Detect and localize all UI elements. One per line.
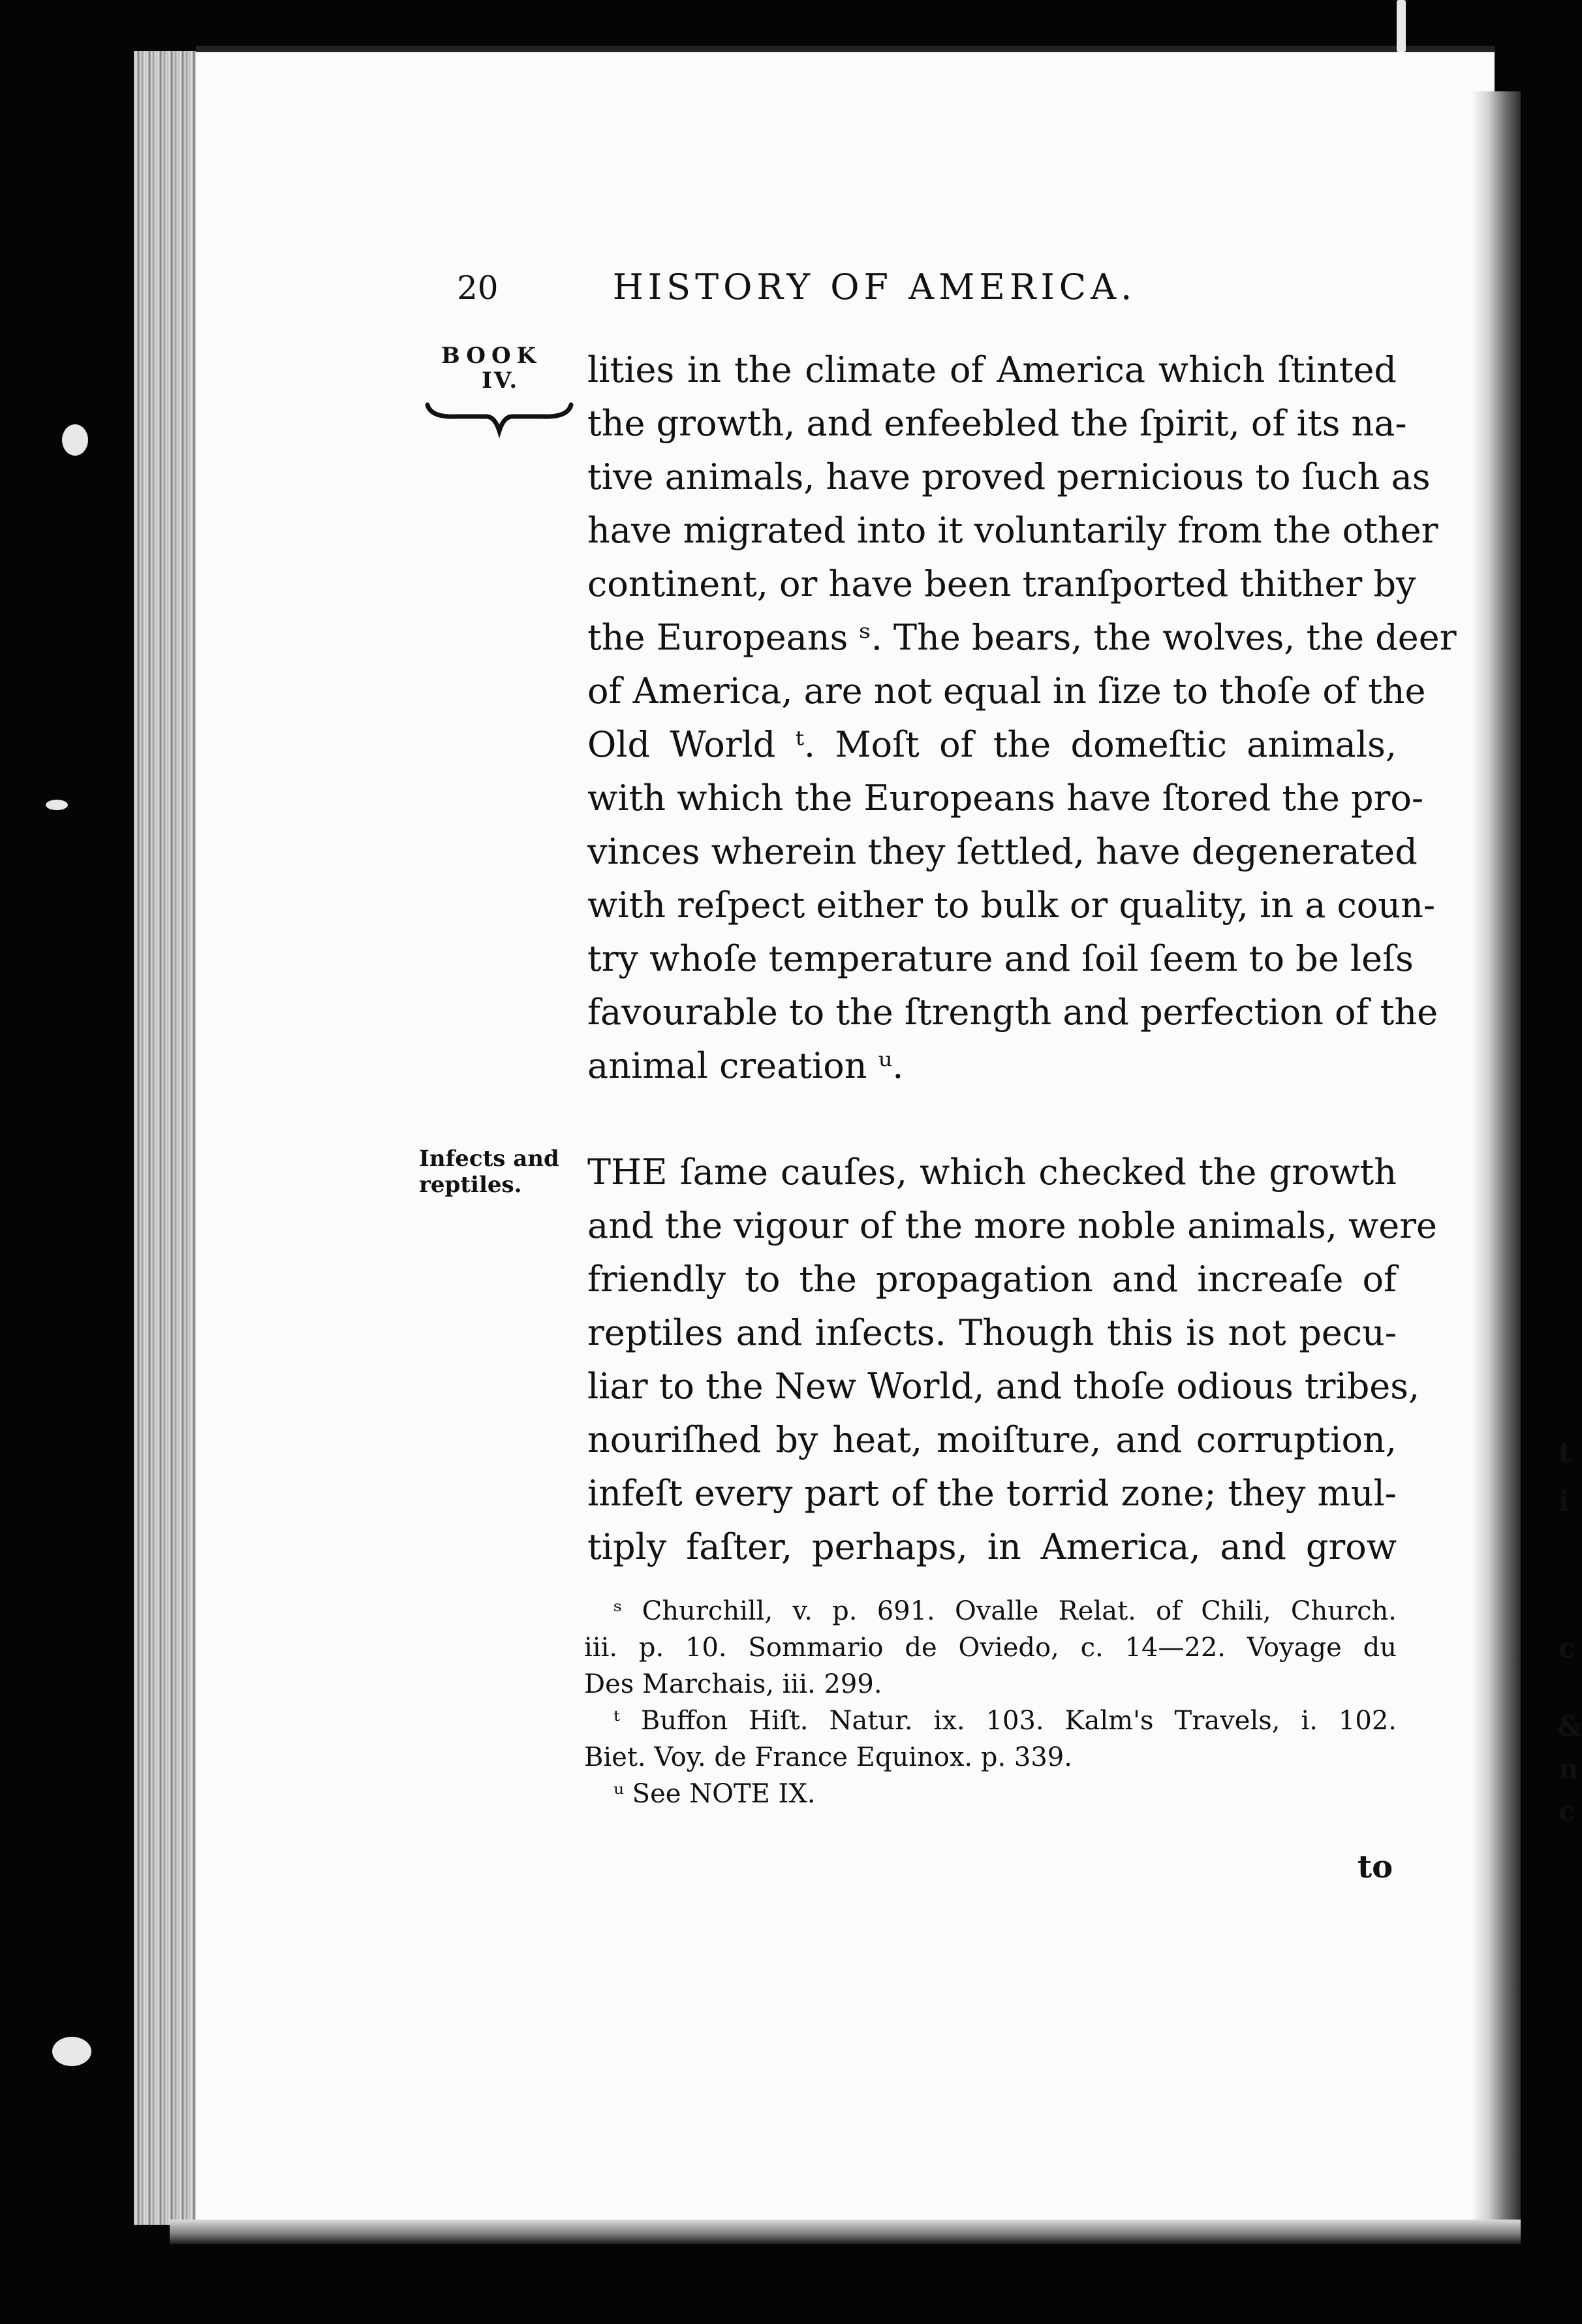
text-line: liar to the New World, and thoſe odious tribes, [587,1366,1420,1407]
text-line: with reſpect either to bulk or quality, in a coun- [587,885,1436,926]
bleed-mark: n [1559,1753,1579,1785]
text-line: lities in the climate of America which ſtinted [587,349,1397,390]
bleed-mark: c [1559,1795,1575,1827]
text-line: infeſt every part of the torrid zone; they mul- [587,1473,1397,1514]
text-line: vinces wherein they ſettled, have degenerated [587,831,1418,872]
text-line: Old World ᵗ. Moſt of the domeſtic animals, [587,724,1397,765]
scan-speck [1397,0,1406,52]
text-line: try whoſe temperature and ſoil ſeem to be leſs [587,938,1414,979]
text-line: animal creation ᵘ. [587,1045,904,1086]
text-line: tiply faſter, perhaps, in America, and grow [587,1526,1397,1567]
bleed-mark: c [1559,1632,1575,1664]
footnote-line: ᵗ Buffon Hiſt. Natur. ix. 103. Kalm's Travels, i. 102. [613,1706,1397,1736]
footnote-line: Des Marchais, iii. 299. [584,1669,882,1699]
scan-speck [62,424,88,456]
running-head-title: HISTORY OF AMERICA. [612,266,1137,307]
page-gutter-shadow [1472,91,1521,2239]
margin-side-note [419,1146,559,1198]
scan-speck [46,800,68,810]
catchword: to [1357,1849,1393,1885]
book-label: BOOK [441,343,542,369]
page-bottom-edge [170,2220,1521,2244]
bleed-mark: & [1557,1710,1582,1742]
footnote-line: ˢ Churchill, v. p. 691. Ovalle Relat. of Chili, Church. [613,1596,1397,1626]
footnotes [584,1593,1397,1812]
bleed-mark: t [1559,1436,1572,1468]
side-note-line: reptiles. [419,1172,522,1198]
text-line: with which the Europeans have ſtored the pro- [587,777,1424,819]
text-line: favourable to the ſtrength and perfection of the [587,992,1438,1033]
paragraph-climate [587,343,1457,1093]
footnote-line: ᵘ See NOTE IX. [613,1779,816,1809]
footnote-line: Biet. Voy. de France Equinox. p. 339. [584,1742,1072,1772]
text-line: THE ſame cauſes, which checked the growth [587,1152,1397,1193]
text-line: the Europeans ˢ. The bears, the wolves, the deer [587,617,1457,658]
text-line: nouriſhed by heat, moiſture, and corruption, [587,1419,1397,1460]
text-line: continent, or have been tranſported thither by [587,563,1416,605]
page-number: 20 [457,269,499,307]
scan-speck [52,2037,91,2066]
page-top-edge [196,46,1495,52]
text-line: the growth, and enfeebled the ſpirit, of its na- [587,403,1407,444]
text-line: tive animals, have proved pernicious to ſuch as [587,456,1431,497]
text-line: have migrated into it voluntarily from the other [587,510,1438,551]
curly-brace-ornament [424,400,574,439]
bleed-mark: i [1559,1485,1569,1517]
text-line: reptiles and inſects. Though this is not pecu- [587,1312,1397,1353]
text-line: of America, are not equal in ſize to thoſe of the [587,670,1426,712]
text-line: friendly to the propagation and increaſe of [587,1259,1397,1300]
paragraph-reptiles [587,1146,1437,1574]
book-volume: IV. [482,368,520,394]
side-note-line: Infects and [419,1146,559,1172]
text-line: and the vigour of the more noble animals, were [587,1205,1437,1246]
footnote-line: iii. p. 10. Sommario de Oviedo, c. 14—22. Voyage du [584,1633,1397,1663]
